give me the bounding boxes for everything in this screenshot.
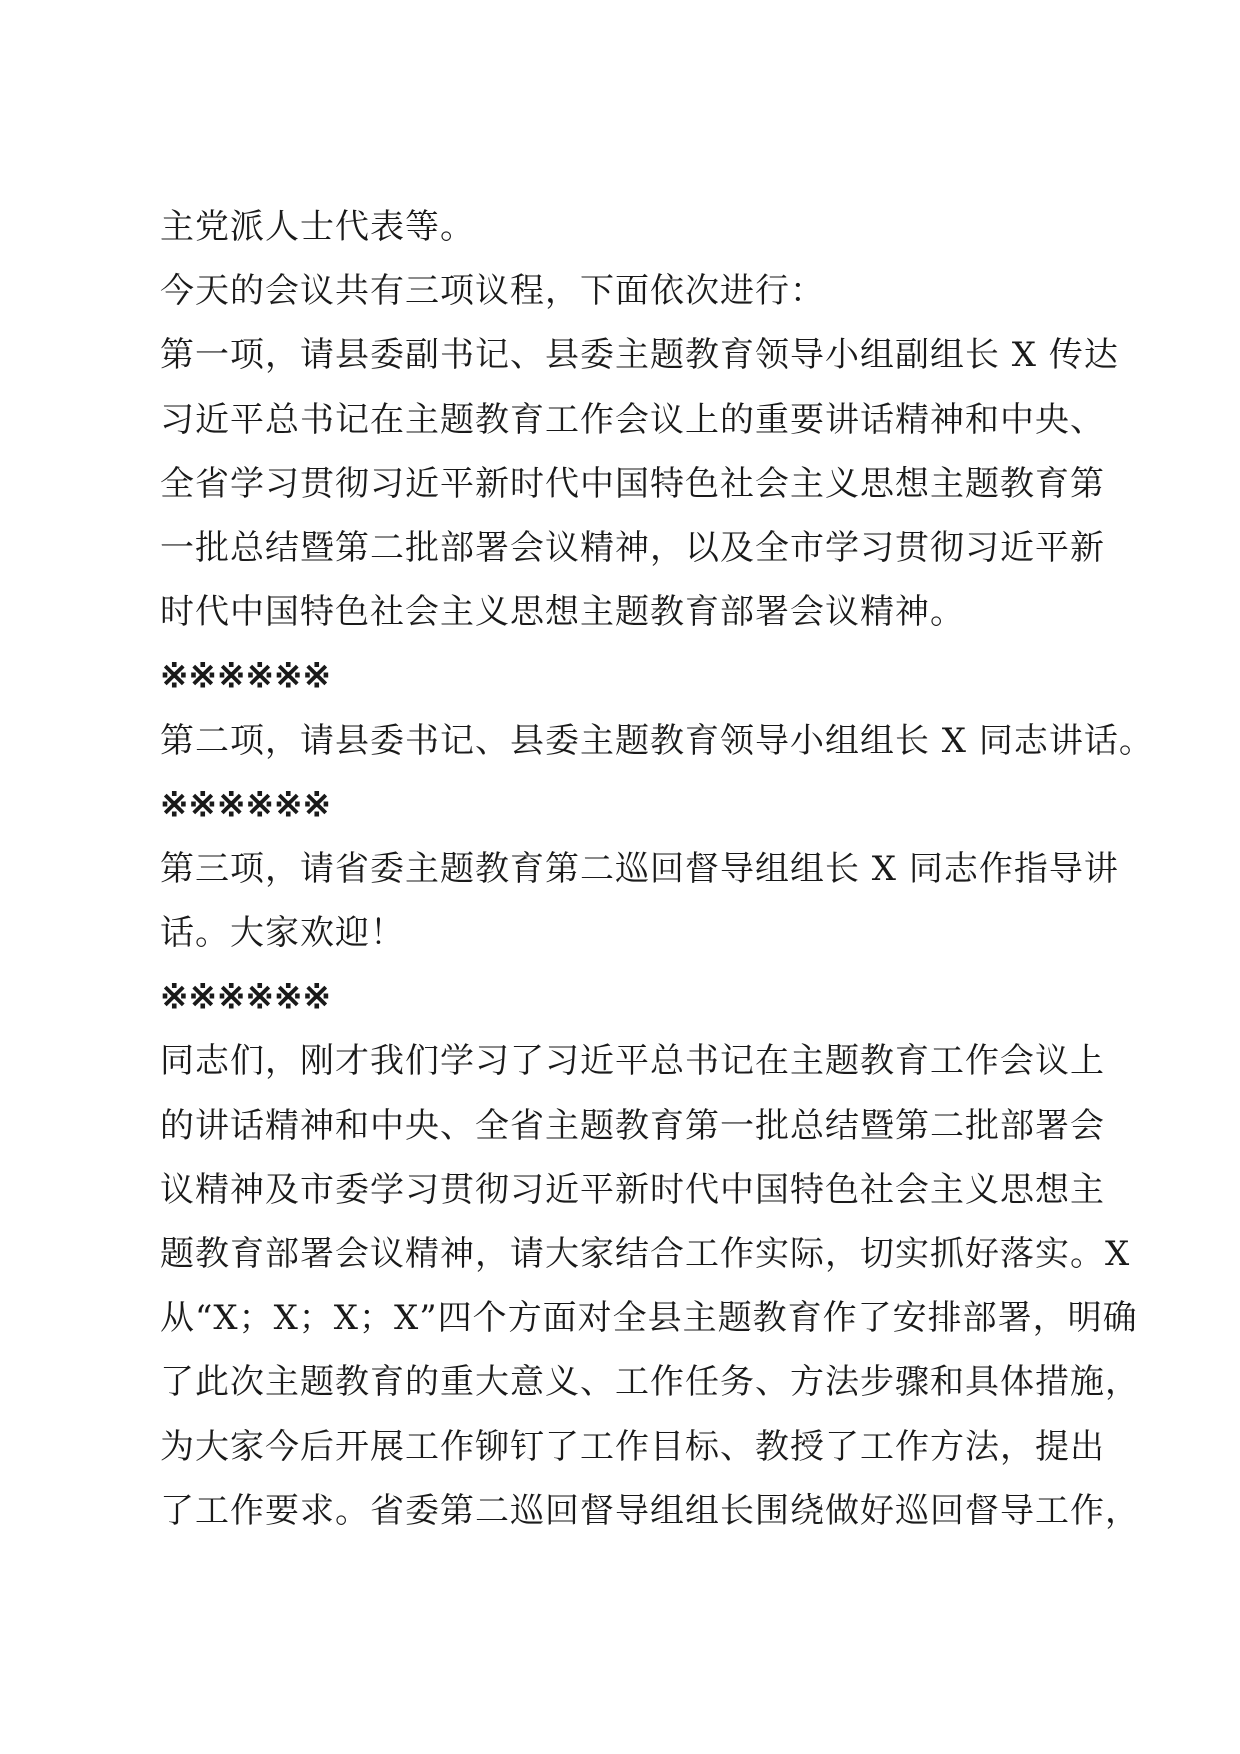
paragraph-line: 话。大家欢迎！ [160, 913, 405, 954]
paragraph-line: 第二项，请县委书记、县委主题教育领导小组组长 X 同志讲话。 [160, 720, 1154, 761]
paragraph-line: 的讲话精神和中央、全省主题教育第一批总结暨第二批部署会 [160, 1105, 1105, 1146]
paragraph-line: 一批总结暨第二批部署会议精神，以及全市学习贯彻习近平新 [160, 527, 1105, 568]
paragraph-line: 题教育部署会议精神，请大家结合工作实际，切实抓好落实。X [160, 1234, 1131, 1274]
paragraph-line: 从“X；X；X；X”四个方面对全县主题教育作了安排部署，明确 [160, 1298, 1138, 1339]
paragraph-line: 了此次主题教育的重大意义、工作任务、方法步骤和具体措施， [160, 1362, 1140, 1403]
paragraph-line: 时代中国特色社会主义思想主题教育部署会议精神。 [160, 592, 965, 633]
section-separator: ※※※※※※ [160, 656, 331, 697]
paragraph-line: 为大家今后开展工作铆钉了工作目标、教授了工作方法，提出 [160, 1426, 1105, 1467]
paragraph-line: 主党派人士代表等。 [160, 207, 475, 247]
paragraph-line: 第一项，请县委副书记、县委主题教育领导小组副组长 X 传达 [160, 335, 1119, 376]
section-separator: ※※※※※※ [160, 784, 331, 825]
paragraph-line: 同志们，刚才我们学习了习近平总书记在主题教育工作会议上 [160, 1041, 1105, 1082]
paragraph-line: 第三项，请省委主题教育第二巡回督导组组长 X 同志作指导讲 [160, 848, 1119, 889]
document-body [160, 195, 1154, 1543]
paragraph-line: 习近平总书记在主题教育工作会议上的重要讲话精神和中央、 [160, 399, 1105, 440]
paragraph-line: 议精神及市委学习贯彻习近平新时代中国特色社会主义思想主 [160, 1169, 1105, 1210]
paragraph-line: 今天的会议共有三项议程，下面依次进行： [160, 271, 825, 312]
paragraph-line: 了工作要求。省委第二巡回督导组组长围绕做好巡回督导工作， [160, 1490, 1140, 1531]
paragraph-line: 全省学习贯彻习近平新时代中国特色社会主义思想主题教育第 [160, 463, 1105, 504]
section-separator: ※※※※※※ [160, 977, 331, 1018]
